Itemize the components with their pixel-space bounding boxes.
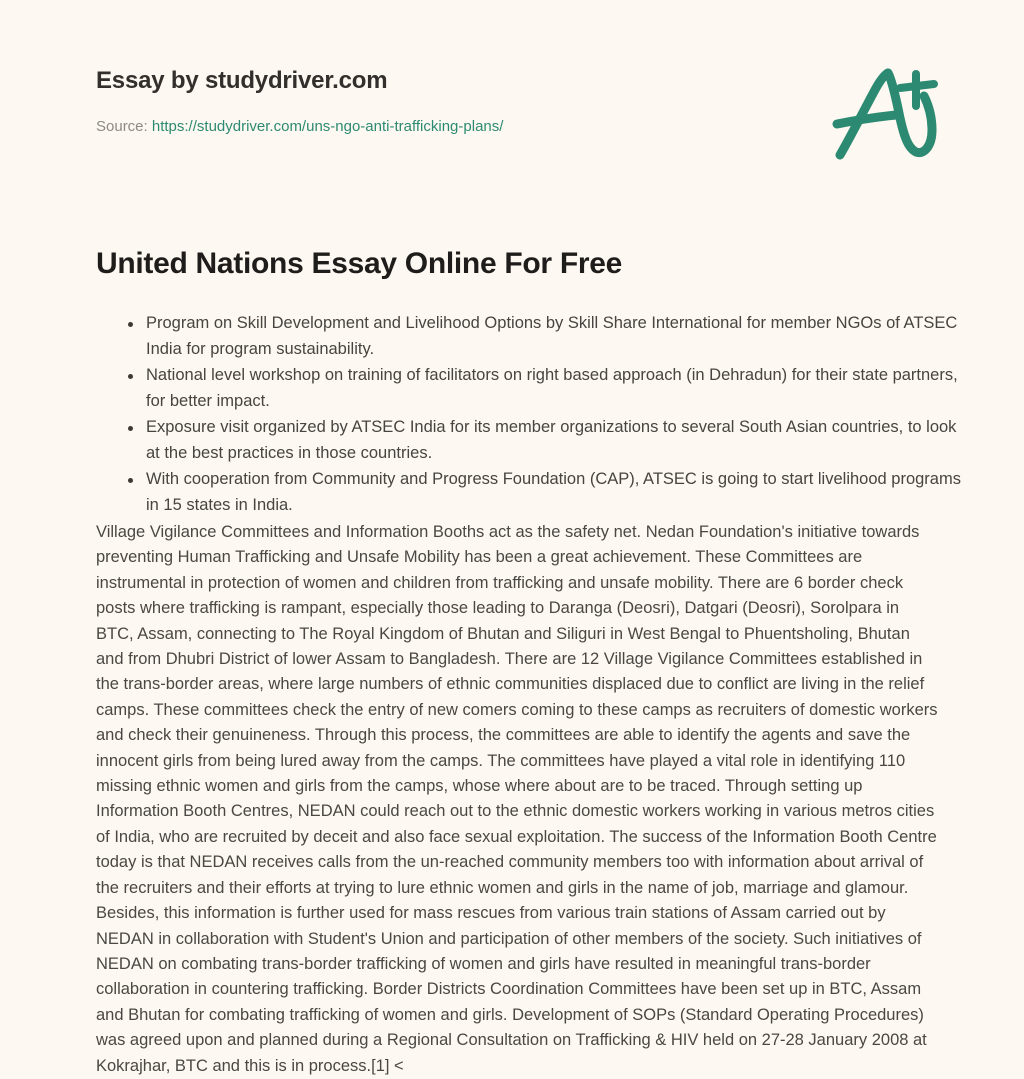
source-label: Source: — [96, 118, 148, 135]
page-title: United Nations Essay Online For Free — [96, 247, 622, 280]
list-item: Exposure visit organized by ATSEC India for its member organizations to several South Asian countries, to look at the best practices in those countries. — [146, 415, 964, 466]
source-line — [96, 96, 503, 137]
list-item: Program on Skill Development and Livelihood Options by Skill Share International for member NGOs of ATSEC India for program sustainability. — [146, 311, 964, 362]
body-paragraph: Village Vigilance Committees and Information Booths act as the safety net. Nedan Foundation's initiative towards preventing Human Trafficking and Unsafe Mobility has been a great achievement. These Committees are instrumental in protection of women and children from trafficking and unsafe mobility. There are 6 border check posts where trafficking is rampant, especially those leading to Daranga (Deosri), Datgari (Deosri), Sorolpara in BTC, Assam, connecting to The Royal Kingdom of Bhutan and Siliguri in West Bengal to Phuentsholing, Bhutan and from Dhubri District of lower Assam to Bangladesh. There are 12 Village Vigilance Committees established in the trans-border areas, where large numbers of ethnic communities displaced due to conflict are living in the relief camps. These committees check the entry of new comers coming to these camps as recruiters of domestic workers and check their genuineness. Through this process, the committees are able to identify the agents and save the innocent girls from being lured away from the camps. The committees have played a vital role in identifying 110 missing ethnic women and girls from the camps, whose where about are to be traced. Through setting up Information Booth Centres, NEDAN could reach out to the ethnic domestic workers working in various metros cities of India, who are recruited by deceit and also face sexual exploitation. The success of the Information Booth Centre today is that NEDAN receives calls from the un-reached community members too with information about arrival of the recruiters and their efforts at trying to lure ethnic women and girls in the name of job, marriage and glamour. Besides, this information is further used for mass rescues from various train stations of Assam carried out by NEDAN in collaboration with Student's Union and participation of other members of the society. Such initiatives of NEDAN on combating trans-border trafficking of women and girls have resulted in meaningful trans-border collaboration in countering trafficking. Border Districts Coordination Committees have been set up in BTC, Assam and Bhutan for combating trafficking of women and girls. Development of SOPs (Standard Operating Procedures) was agreed upon and planned during a Regional Consultation on Trafficking & HIV held on 27-28 January 2008 at Kokrajhar, BTC and this is in process.[1] < — [96, 523, 938, 1075]
list-item: National level workshop on training of facilitators on right based approach (in Dehradun) for their state partners, for better impact. — [146, 363, 964, 414]
a-plus-logo-icon — [824, 60, 944, 168]
key-points-list — [120, 311, 964, 519]
a-plus-logo — [824, 60, 944, 168]
list-item: With cooperation from Community and Progress Foundation (CAP), ATSEC is going to start livelihood programs in 15 states in India. — [146, 467, 964, 518]
page-header — [96, 66, 944, 176]
source-url-link[interactable]: https://studydriver.com/uns-ngo-anti-trafficking-plans/ — [151, 118, 504, 135]
header-text-block — [96, 66, 503, 137]
essay-byline: Essay by studydriver.com — [96, 67, 388, 94]
